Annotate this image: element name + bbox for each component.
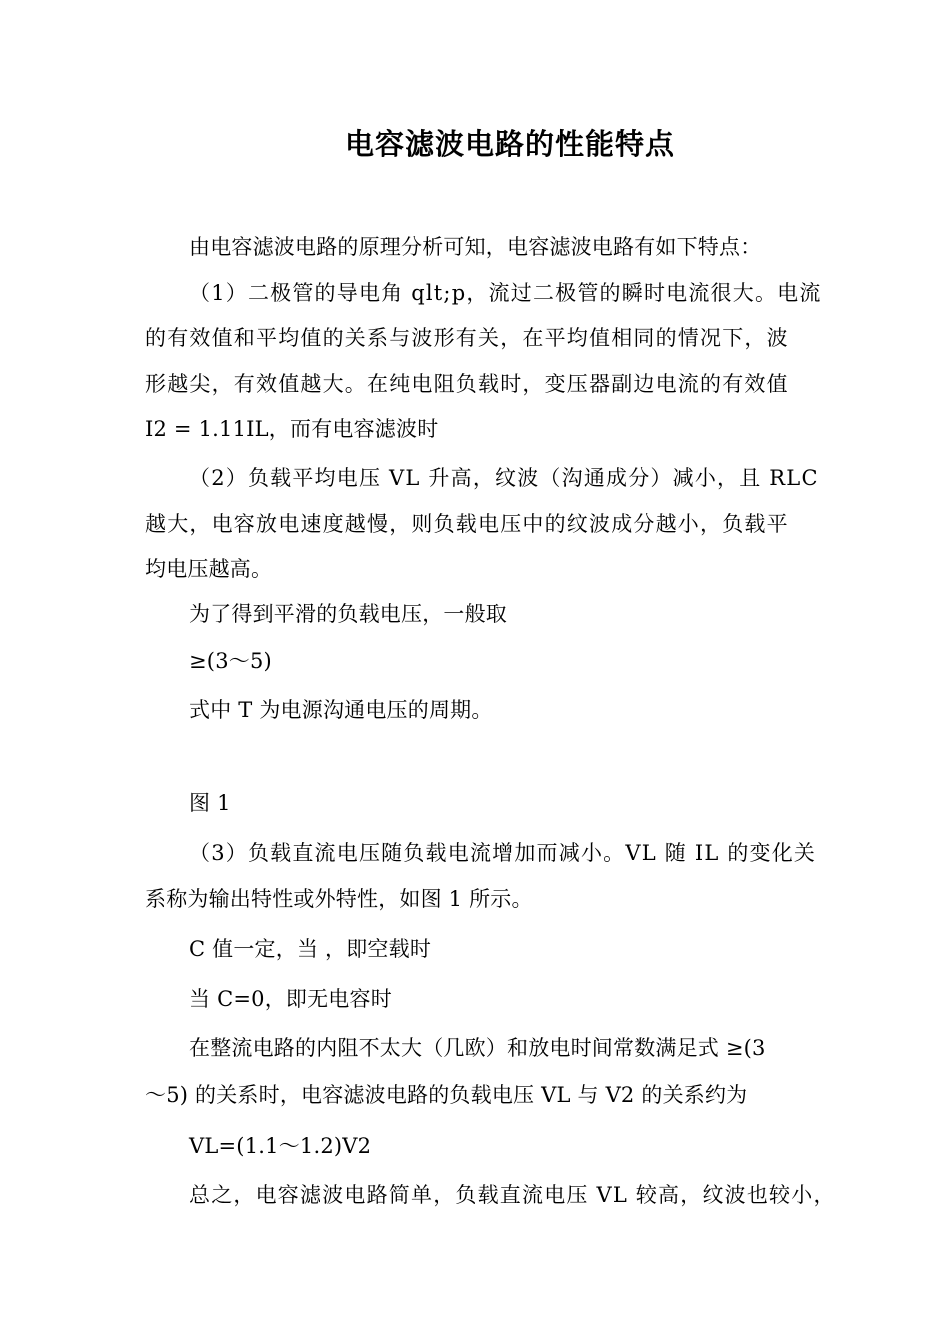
c-zero-text: 当 C=0，即无电容时 [189,987,392,1011]
point-3-line-1: （3）负载直流电压随负载电流增加而减小。VL 随 IL 的变化关 [189,841,817,865]
c-constant-text: C 值一定，当 ，即空载时 [189,937,432,961]
formula-ratio: ≥(3～5) [189,649,272,673]
paragraph-intro: 由电容滤波电路的原理分析可知，电容滤波电路有如下特点： [189,235,762,259]
point-1-line-3: 形越尖，有效值越大。在纯电阻负载时，变压器副边电流的有效值 [145,372,789,396]
point-1-line-2: 的有效值和平均值的关系与波形有关，在平均值相同的情况下，波 [145,326,789,350]
figure-label: 图 1 [189,791,231,815]
point-1-line-4: I2 = 1.11IL，而有电容滤波时 [145,417,439,441]
point-2-line-3: 均电压越高。 [145,557,273,581]
point-1-line-1: （1）二极管的导电角 qlt;p，流过二极管的瞬时电流很大。电流 [189,281,822,305]
condition-line-1: 在整流电路的内阻不太大（几欧）和放电时间常数满足式 ≥(3 [189,1036,766,1060]
point-2-line-2: 越大，电容放电速度越慢，则负载电压中的纹波成分越小，负载平 [145,512,789,536]
summary-line: 总之，电容滤波电路简单，负载直流电压 VL 较高，纹波也较小， [189,1183,836,1207]
point-2-line-1: （2）负载平均电压 VL 升高，纹波（沟通成分）减小，且 RLC [189,466,819,490]
condition-line-2: ～5) 的关系时，电容滤波电路的负载电压 VL 与 V2 的关系约为 [145,1083,748,1107]
point-3-line-2: 系称为输出特性或外特性，如图 1 所示。 [145,887,533,911]
voltage-formula: VL=(1.1～1.2)V2 [189,1134,372,1158]
page-title: 电容滤波电路的性能特点 [344,127,675,161]
smooth-voltage-text: 为了得到平滑的负载电压，一般取 [189,602,507,626]
period-note: 式中 T 为电源沟通电压的周期。 [189,698,493,722]
